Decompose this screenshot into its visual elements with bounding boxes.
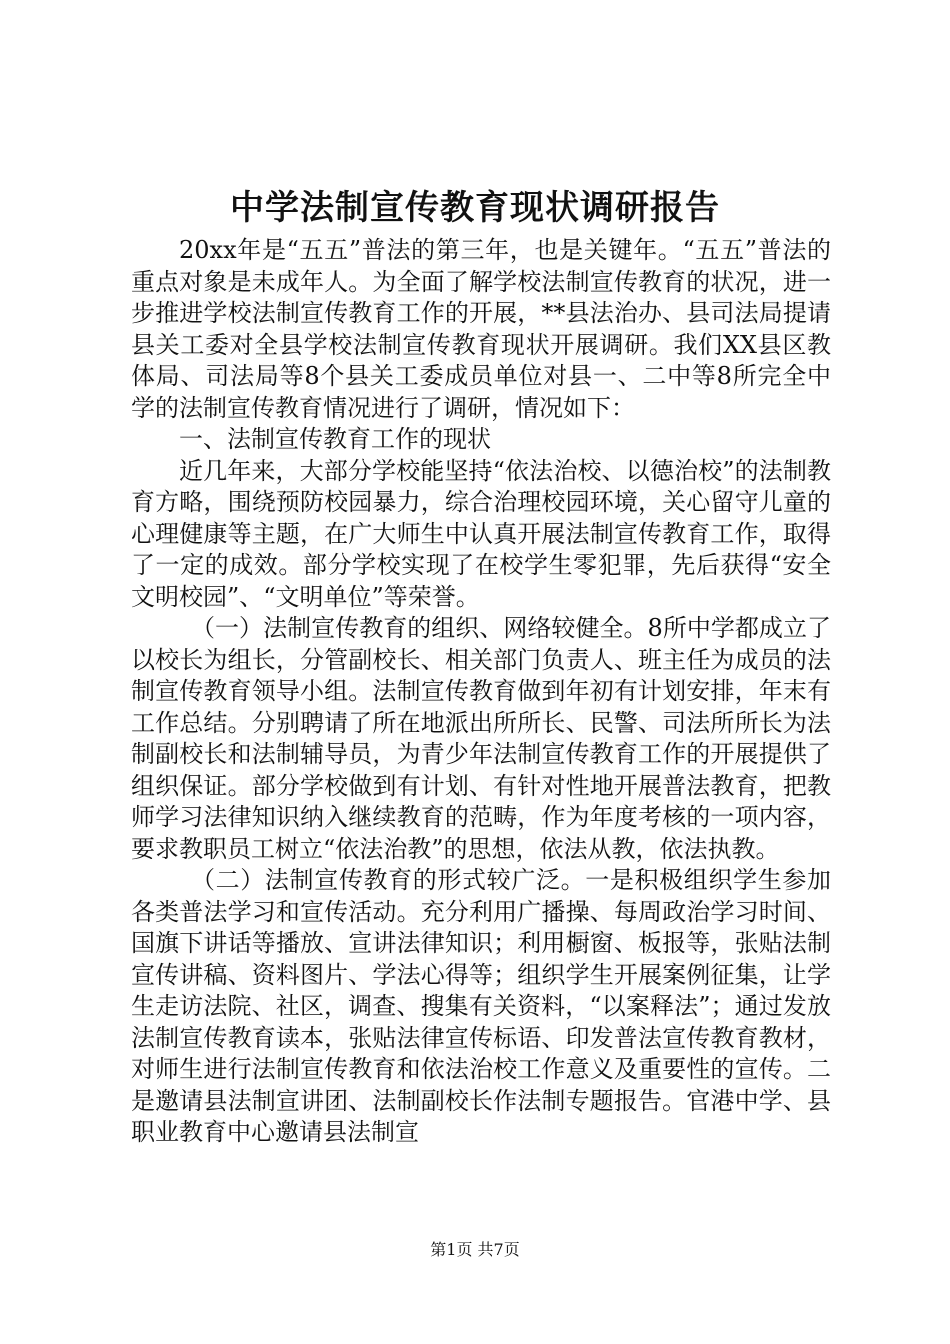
document-title: 中学法制宣传教育现状调研报告 <box>230 188 720 228</box>
paragraph-status: 近几年来，大部分学校能坚持“依法治校、以德治校”的法制教育方略，围绕预防校园暴力，综合治理校园环境，关心留守儿童的心理健康等主题，在广大师生中认真开展法制宣传教育工作，取得了一定的成效。部分学校实现了在校学生零犯罪，先后获得“安全文明校园”、“文明单位”等荣誉。 <box>131 456 831 611</box>
paragraph-organization: （一）法制宣传教育的组织、网络较健全。8所中学都成立了以校长为组长，分管副校长、相关部门负责人、班主任为成员的法制宣传教育领导小组。法制宣传教育做到年初有计划安排，年末有工作总结。分别聘请了所在地派出所所长、民警、司法所所长为法制副校长和法制辅导员，为青少年法制宣传教育工作的开展提供了组织保证。部分学校做到有计划、有针对性地开展普法教育，把教师学习法律知识纳入继续教育的范畴，作为年度考核的一项内容，要求教职员工树立“依法治教”的思想，依法从教，依法执教。 <box>131 614 831 863</box>
paragraph-forms: （二）法制宣传教育的形式较广泛。一是积极组织学生参加各类普法学习和宣传活动。充分利用广播操、每周政治学习时间、国旗下讲话等播放、宣讲法律知识；利用橱窗、板报等，张贴法制宣传讲稿、资料图片、学法心得等；组织学生开展案例征集，让学生走访法院、社区，调查、搜集有关资料，“以案释法”；通过发放法制宣传教育读本，张贴法律宣传标语、印发普法宣传教育教材，对师生进行法制宣传教育和依法治校工作意义及重要性的宣传。二是邀请县法制宣讲团、法制副校长作法制专题报告。官港中学、县职业教育中心邀请县法制宣 <box>131 866 831 1146</box>
document-body <box>131 235 831 1149</box>
section-heading: 一、法制宣传教育工作的现状 <box>179 425 491 453</box>
paragraph-intro: 20xx年是“五五”普法的第三年，也是关键年。“五五”普法的重点对象是未成年人。为全面了解学校法制宣传教育的状况，进一步推进学校法制宣传教育工作的开展，**县法治办、县司法局提请县关工委对全县学校法制宣传教育现状开展调研。我们XX县区教体局、司法局等8个县关工委成员单位对县一、二中等8所完全中学的法制宣传教育情况进行了调研，情况如下： <box>131 236 831 422</box>
page-footer: 第1页 共7页 <box>430 1240 520 1259</box>
